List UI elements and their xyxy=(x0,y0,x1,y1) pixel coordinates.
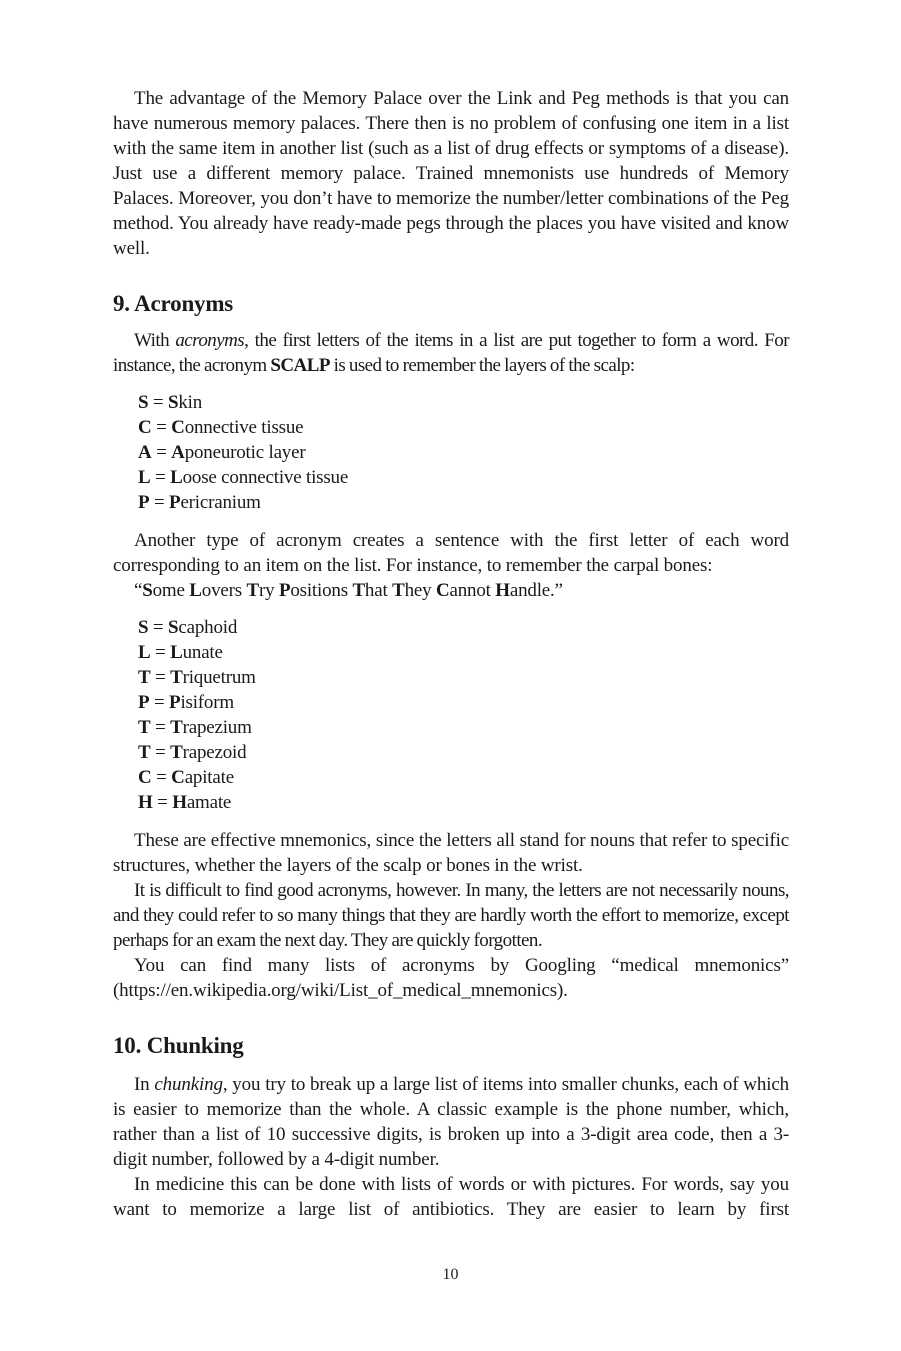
word-rest: hat xyxy=(364,580,393,601)
initial: C xyxy=(171,767,185,788)
list-item xyxy=(138,790,789,815)
acronyms-paragraph-3: These are effective mnemonics, since the letters all stand for nouns that refer to specific structures, whether the layers of the scalp or bones in the wrist. xyxy=(113,830,789,876)
initial: L xyxy=(170,467,183,488)
equals: = xyxy=(151,417,172,438)
list-item xyxy=(138,415,789,440)
italic-term: chunking xyxy=(154,1074,223,1095)
initial: S xyxy=(168,617,179,638)
initial: H xyxy=(495,580,510,601)
intro-paragraph: The advantage of the Memory Palace over the Link and Peg methods is that you can have numerous memory palaces. There then is no problem of confusing one item in a list with the same item in another list (such as a list of drug effects or symptoms of a disease). Just use a different memory palace. Trained mnemonists use hundreds of Memory Palaces. Moreover, you don’t have to memorize the number/letter combinations of the Peg method. You already have ready-made pegs through the places you have visited and know well. xyxy=(113,88,789,259)
initial: P xyxy=(169,492,181,513)
term-rest: isiform xyxy=(180,692,234,713)
term-rest: onnective tissue xyxy=(184,417,304,438)
word-rest: andle.” xyxy=(509,580,563,601)
term-rest: kin xyxy=(178,392,203,413)
text: is used to remember the layers of the scalp: xyxy=(329,355,635,376)
chunking-paragraph-2: In medicine this can be done with lists of words or with pictures. For words, say you want to memorize a large list of antibiotics. They are easier to learn by first xyxy=(113,1174,789,1220)
equals: = xyxy=(150,667,171,688)
equals: = xyxy=(148,392,168,413)
word-rest: ome xyxy=(152,580,190,601)
text: , you try to break up a large list of items into smaller chunks, each of which is easier to memorize than the whole. A classic example is the phone number, which, rather than a list of 10 successive digits, is broken up into a 3-digit area code, then a 3-digit number, followed by a 4-digit number. xyxy=(113,1074,789,1170)
word-rest: overs xyxy=(201,580,247,601)
text: , the first letters of the items in a list are put together to form a word. For instance, the acronym xyxy=(113,330,789,376)
word-rest: annot xyxy=(449,580,496,601)
equals: = xyxy=(151,442,172,463)
term-rest: rapezium xyxy=(182,717,252,738)
equals: = xyxy=(148,617,168,638)
equals: = xyxy=(150,742,171,763)
acronyms-paragraph-5: You can find many lists of acronyms by Googling “medical mnemonics” (https://en.wikipedia.org/wiki/List_of_medical_mnemonics). xyxy=(113,955,789,1001)
term-rest: apitate xyxy=(184,767,234,788)
letter: S xyxy=(138,392,149,413)
carpal-bones-list xyxy=(113,615,789,815)
initial: S xyxy=(168,392,179,413)
letter: P xyxy=(138,692,150,713)
equals: = xyxy=(150,717,171,738)
initial: H xyxy=(172,792,187,813)
initial: T xyxy=(246,580,259,601)
initial: P xyxy=(278,580,291,601)
term-rest: amate xyxy=(186,792,232,813)
word-rest: hey xyxy=(404,580,436,601)
term-rest: poneurotic layer xyxy=(184,442,306,463)
letter: T xyxy=(138,667,151,688)
letter: L xyxy=(138,467,151,488)
list-item xyxy=(138,390,789,415)
initial: T xyxy=(352,580,365,601)
italic-term: acronyms xyxy=(175,330,245,351)
initial: A xyxy=(171,442,185,463)
list-item xyxy=(138,765,789,790)
acronyms-paragraph-4: It is difficult to find good acronyms, however. In many, the letters are not necessarily nouns, and they could refer to so many things that they are hardly worth the effort to memorize, except perhaps for an exam the next day. They are quickly forgotten. xyxy=(113,880,789,951)
page-number: 10 xyxy=(442,1266,459,1283)
letter: L xyxy=(138,642,151,663)
scalp-acronym-list xyxy=(113,390,789,515)
term-rest: oose connective tissue xyxy=(182,467,349,488)
list-item xyxy=(138,690,789,715)
section-heading-acronyms: 9. Acronyms xyxy=(113,291,234,316)
acronyms-paragraph-1 xyxy=(113,328,789,378)
list-item xyxy=(138,740,789,765)
chunking-paragraph-1 xyxy=(113,1072,789,1172)
list-item xyxy=(138,640,789,665)
text: In xyxy=(134,1074,155,1095)
letter: H xyxy=(138,792,153,813)
equals: = xyxy=(149,492,170,513)
letter: A xyxy=(138,442,152,463)
list-item xyxy=(138,665,789,690)
list-item xyxy=(138,440,789,465)
initial: C xyxy=(171,417,185,438)
initial: T xyxy=(170,667,183,688)
letter: S xyxy=(138,617,149,638)
open-quote: “ xyxy=(134,580,143,601)
list-item xyxy=(138,490,789,515)
section-heading-chunking: 10. Chunking xyxy=(113,1033,244,1058)
equals: = xyxy=(150,467,171,488)
initial: C xyxy=(435,580,450,601)
word-rest: ositions xyxy=(290,580,353,601)
initial: S xyxy=(142,580,153,601)
term-rest: rapezoid xyxy=(182,742,247,763)
equals: = xyxy=(152,792,173,813)
initial: L xyxy=(170,642,183,663)
initial: T xyxy=(170,742,183,763)
term-rest: unate xyxy=(182,642,223,663)
word-rest: ry xyxy=(258,580,279,601)
letter: T xyxy=(138,742,151,763)
page-body xyxy=(113,86,789,1222)
equals: = xyxy=(149,692,170,713)
bold-acronym: SCALP xyxy=(270,355,330,376)
letter: C xyxy=(138,767,152,788)
term-rest: ericranium xyxy=(180,492,261,513)
list-item xyxy=(138,715,789,740)
carpal-mnemonic-sentence xyxy=(113,578,789,603)
letter: P xyxy=(138,492,150,513)
initial: T xyxy=(170,717,183,738)
term-rest: riquetrum xyxy=(182,667,256,688)
term-rest: caphoid xyxy=(178,617,238,638)
initial: P xyxy=(169,692,181,713)
acronyms-paragraph-2: Another type of acronym creates a sentence with the first letter of each word corresponding to an item on the list. For instance, to remember the carpal bones: xyxy=(113,530,789,576)
initial: L xyxy=(189,580,202,601)
equals: = xyxy=(150,642,171,663)
letter: T xyxy=(138,717,151,738)
equals: = xyxy=(151,767,172,788)
initial: T xyxy=(392,580,405,601)
list-item xyxy=(138,615,789,640)
letter: C xyxy=(138,417,152,438)
list-item xyxy=(138,465,789,490)
text: With xyxy=(134,330,176,351)
